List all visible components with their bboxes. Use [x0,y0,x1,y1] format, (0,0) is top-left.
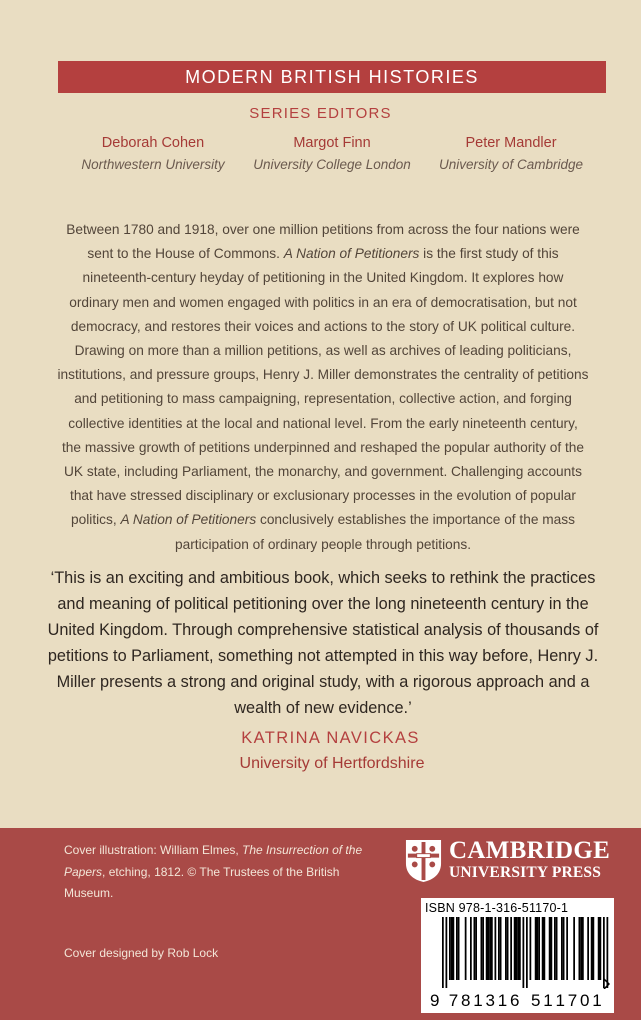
barcode-digit: 1 [473,991,483,1010]
barcode-digit: 7 [567,991,578,1010]
barcode-bar [474,917,476,980]
blurb-text: is the first study of this nineteenth-century heyday of petitioning in the United Kingdom. It explores how ordinary men and women engaged with politics in an era of democratisation, but not democracy, and restores their voices and actions to the story of UK political culture. Drawing on more than a million petitions, as well as archives of leading politicians, institutions, and pressure groups, Henry J. Miller demonstrates the centrality of petitions and petitioning to mass campaigning, representation, collective action, and forging collective identities at the local and national level. From the early nineteenth century, the massive growth of petitions underpinned and reshaped the popular authority of the UK state, including Parliament, the monarchy, and government. Challenging accounts that have stressed disciplinary or exclusionary processes in the evolution of popular politics, [57,246,589,528]
barcode-bar [514,917,516,980]
editor-institution: University of Cambridge [438,157,584,172]
barcode-bar [542,917,544,980]
barcode-bar [566,917,568,980]
barcode-bar [517,917,519,980]
barcode-bar [600,917,602,980]
isbn-barcode [421,898,614,1013]
barcode-bar [458,917,460,980]
barcode-bar [489,917,491,980]
reviewer-name: KATRINA NAVICKAS [241,729,420,747]
barcode-bar [442,917,444,988]
cambridge-crest-icon [404,838,443,883]
barcode-bar [505,917,507,980]
barcode-bar [482,917,484,980]
barcode-bar [470,917,472,980]
barcode-digit: 1 [555,991,565,1010]
isbn-label: ISBN 978-1-316-51170-1 [425,901,569,915]
barcode-bar [579,917,581,980]
barcode-digit: 5 [531,991,541,1010]
editor-institution: University College London [253,157,411,172]
barcode-bar [549,917,551,980]
barcode-bar [530,917,532,980]
barcode-bar [587,917,589,980]
book-title: A Nation of Petitioners [120,512,257,528]
barcode-bar [593,917,595,980]
barcode-bar [449,917,451,980]
barcode-bar [551,917,553,980]
barcode-bar [488,917,490,980]
barcode-bar [582,917,584,980]
barcode-bar [456,917,458,980]
barcode-digit: 1 [543,991,553,1010]
editor-institution: Northwestern University [81,157,225,172]
barcode-digit: 3 [485,991,495,1010]
barcode-digit: 8 [461,991,471,1010]
barcode-bar [491,917,493,980]
blurb-text: Between 1780 and 1918, over one million petitions from across the four nations were sent to the House of Commons. [66,222,580,262]
cover-designer-credit: Cover designed by Rob Lock [64,946,219,960]
barcode-digit: 1 [592,991,602,1010]
book-title: A Nation of Petitioners [283,246,420,262]
barcode-bar [519,917,521,980]
barcode-bar [465,917,467,980]
barcode-bar [451,917,453,980]
editor-name: Peter Mandler [465,135,557,151]
barcode-bar [598,917,600,980]
barcode-bar [535,917,537,980]
barcode-bar [486,917,488,980]
barcode-bar [495,917,497,980]
barcode-bar [526,917,528,988]
book-description [57,218,589,557]
editor-deborah-cohen [63,133,243,177]
barcode-digit: 1 [497,991,508,1010]
barcode-bars [428,917,610,989]
barcode-bar [561,917,563,980]
barcode-bar [481,917,483,980]
series-banner: MODERN BRITISH HISTORIES [58,61,606,93]
barcode-bar [591,917,593,980]
barcode-digit: 0 [580,991,590,1010]
barcode-digit: 9 [430,991,440,1010]
barcode-bar [453,917,455,980]
reviewer-affiliation: University of Hertfordshire [239,755,425,772]
barcode-bar [563,917,565,980]
editor-name: Deborah Cohen [101,135,205,151]
blurb-text: conclusively establishes the importance of the mass participation of ordinary people through petitions. [175,512,575,552]
barcode-bar [523,917,525,988]
editor-name: Margot Finn [293,135,371,151]
barcode-bar [516,917,518,980]
publisher-name-line2: UNIVERSITY PRESS [449,864,602,881]
review-quote: ‘This is an exciting and ambitious book, which seeks to rethink the practices and meaning of political petitioning over the long nineteenth century in the United Kingdom. Through comprehensive statistical analysis of thousands of petitions to Parliament, something not attempted in this way before, Henry J. Miller presents a strong and original study, with a rigorous approach and a wealth of new evidence.’ [47,569,599,717]
barcode-number [421,991,614,1011]
barcode-bar [537,917,539,980]
cover-illustration-credit [64,840,372,905]
credit-text: Cover illustration: William Elmes, [64,843,243,857]
credit-text: , etching, 1812. © The Trustees of the British Museum. [64,864,340,900]
barcode-digit: 7 [448,991,459,1010]
barcode-bar [500,917,502,980]
barcode-digit: 6 [510,991,520,1010]
barcode-bar [603,917,605,988]
barcode-bar [554,917,556,980]
editor-margot-finn [242,133,422,177]
barcode-bar [544,917,546,980]
barcode-bar [538,917,540,980]
barcode-bar [556,917,558,980]
barcode-bar [507,917,509,980]
cover-footer [0,828,641,1020]
barcode-bar [475,917,477,980]
barcode-bar [498,917,500,980]
publisher-logo-text [449,838,610,882]
barcode-bar [607,917,609,988]
illustration-title: The Insurrection of the Papers [64,843,363,879]
barcode-bar [510,917,512,980]
series-editors-heading: SERIES EDITORS [249,105,392,122]
editor-peter-mandler [421,133,601,177]
barcode-bar [573,917,575,980]
publisher-name-line1: CAMBRIDGE [449,837,611,864]
barcode-bar [446,917,448,988]
barcode-bar [580,917,582,980]
